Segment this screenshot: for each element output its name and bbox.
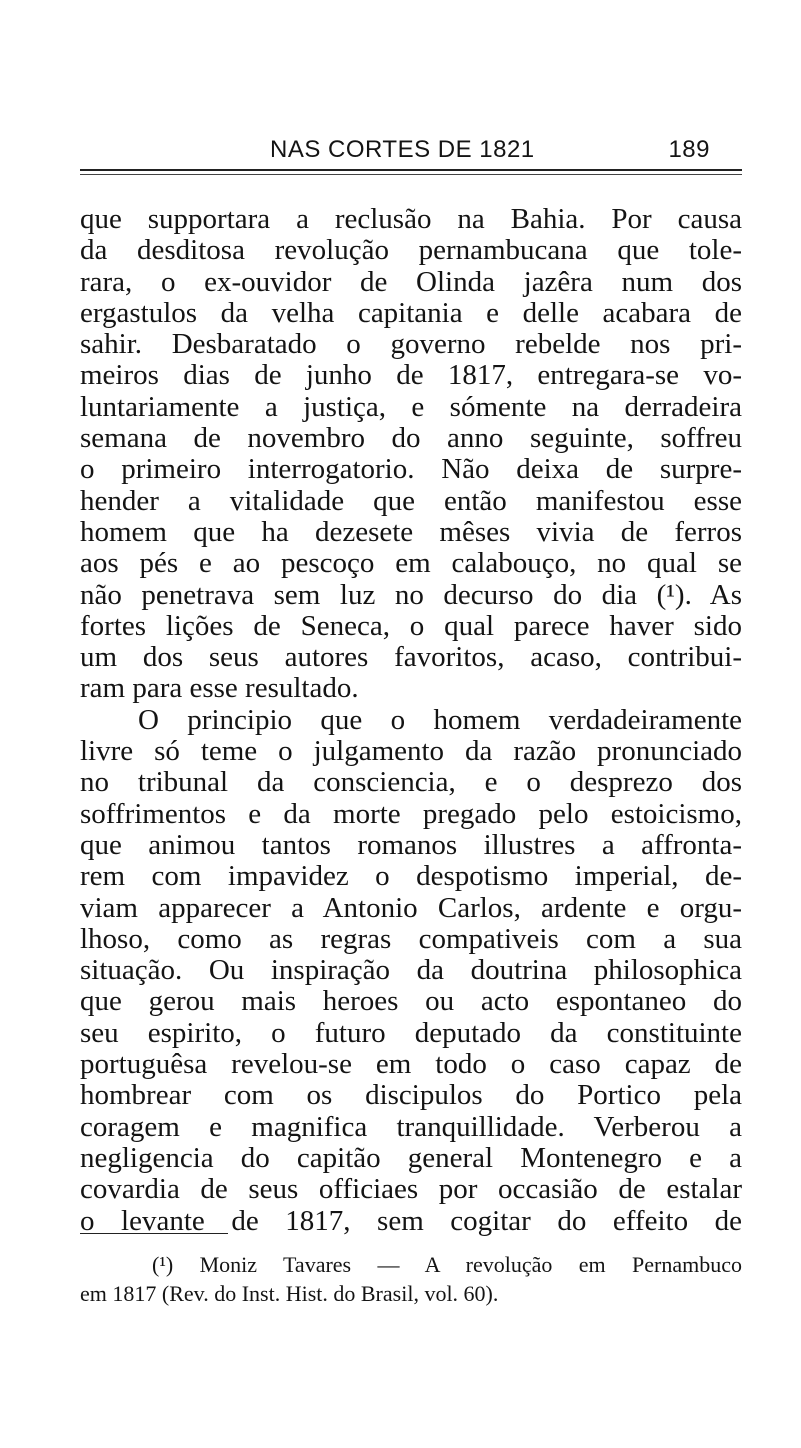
text-line: que animou tantos romanos illustres a affronta-: [80, 828, 742, 861]
text-line: no tribunal da consciencia, e o desprezo dos: [80, 766, 742, 799]
text-line: meiros dias de junho de 1817, entregara-se vo-: [80, 359, 742, 392]
text-line: que supportara a reclusão na Bahia. Por causa: [80, 203, 742, 235]
text-line: hombrear com os discipulos do Portico pela: [80, 1079, 742, 1112]
text-line: fortes lições de Seneca, o qual parece haver sido: [80, 609, 742, 642]
running-title: NAS CORTES DE 1821: [270, 136, 535, 163]
footnote-rule: [80, 1233, 228, 1234]
text-line: lhoso, como as regras compativeis com a sua: [80, 922, 742, 955]
footnote-line: em 1817 (Rev. do Inst. Hist. do Brasil, vol. 60).: [80, 1281, 499, 1306]
text-line: rem com impavidez o despotismo imperial, de-: [80, 860, 742, 893]
footnote-line: (¹) Moniz Tavares — A revolução em Pernambuco: [152, 1252, 742, 1277]
text-line: portuguêsa revelou-se em todo o caso capaz de: [80, 1048, 742, 1081]
page-number: 189: [668, 136, 710, 163]
text-line: livre só teme o julgamento da razão pronunciado: [80, 735, 742, 768]
text-line: situação. Ou inspiração da doutrina philosophica: [80, 954, 742, 987]
text-line: seu espirito, o futuro deputado da constituinte: [80, 1016, 742, 1049]
header-rule-secondary: [80, 174, 742, 175]
header-rule: [80, 169, 742, 171]
text-line: que gerou mais heroes ou acto espontaneo do: [80, 985, 742, 1018]
text-line: o levante de 1817, sem cogitar do effeito de: [80, 1204, 742, 1237]
text-line: negligencia do capitão general Montenegro e a: [80, 1141, 742, 1174]
text-line: um dos seus autores favoritos, acaso, contribui-: [80, 641, 742, 674]
text-line: soffrimentos e da morte pregado pelo estoicismo,: [80, 797, 742, 830]
text-line: hender a vitalidade que então manifestou esse: [80, 484, 742, 517]
text-line: rara, o ex-ouvidor de Olinda jazêra num dos: [80, 265, 742, 298]
footnotes: [80, 1250, 742, 1308]
text-line: da desditosa revolução pernambucana que tole-: [80, 234, 742, 267]
body-text: [80, 204, 742, 1237]
text-line: ram para esse resultado.: [80, 672, 359, 705]
text-line: O principio que o homem verdadeiramente: [138, 703, 742, 736]
text-line: o primeiro interrogatorio. Não deixa de surpre-: [80, 453, 742, 486]
text-line: semana de novembro do anno seguinte, soffreu: [80, 422, 742, 455]
text-line: covardia de seus officiaes por occasião de estalar: [80, 1173, 742, 1206]
text-line: aos pés e ao pescoço em calabouço, no qual se: [80, 547, 742, 580]
text-line: homem que ha dezesete mêses vivia de ferros: [80, 515, 742, 548]
text-line: sahir. Desbaratado o governo rebelde nos pri-: [80, 328, 742, 361]
text-line: luntariamente a justiça, e sómente na derradeira: [80, 390, 742, 423]
text-line: coragem e magnifica tranquillidade. Verberou a: [80, 1110, 742, 1143]
running-head: [80, 134, 742, 166]
text-line: não penetrava sem luz no decurso do dia (¹). As: [80, 578, 742, 611]
text-line: viam apparecer a Antonio Carlos, ardente e orgu-: [80, 891, 742, 924]
text-line: ergastulos da velha capitania e delle acabara de: [80, 296, 742, 329]
